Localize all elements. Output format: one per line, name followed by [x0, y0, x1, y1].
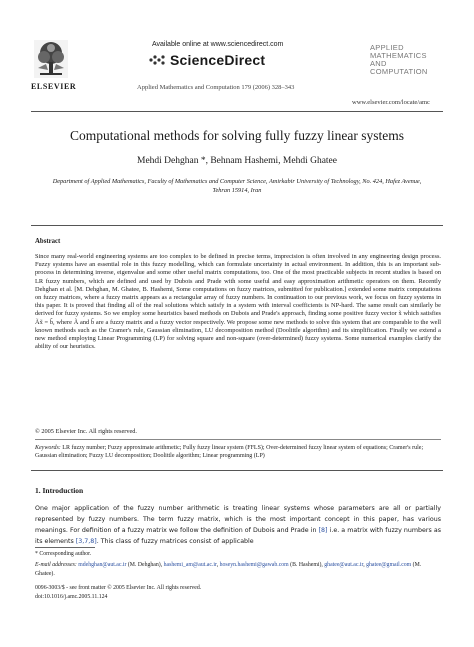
- citation-link[interactable]: [3,7,8]: [75, 538, 97, 545]
- intro-text: . This class of fuzzy matrices consist of applicable: [96, 538, 254, 545]
- journal-url-link[interactable]: www.elsevier.com/locate/amc: [352, 99, 430, 106]
- journal-logo-line: AND: [370, 59, 387, 68]
- author-affiliation: Department of Applied Mathematics, Faculty of Mathematics and Computer Science, Amirkabir University of Technology, No. 424, Hafez Avenue, Tehran 15914, Iran: [52, 178, 422, 194]
- email-addresses: [35, 561, 441, 579]
- abstract-body: Since many real-world engineering systems are too complex to be defined in precise terms, imprecision is often involved in any engineering design process. Fuzzy systems have an essential role in this fuzzy modelling, which can formulate uncertainty in actual environment. In addition, this is an important sub-process in determining inverse, eigenvalue and some other useful matrix computations, too. One of the most practicable subjects in recent studies is based on LR fuzzy numbers, which are defined and used by Dubois and Prade with some useful and easy approximation arithmetic operators on them. Recently Dehghan et al. [M. Dehghan, M. Ghatee, B. Hashemi, Some computations on fuzzy matrices, submitted for publication.] extended some matrix computations on fuzzy matrices, where a fuzzy matrix appears as a rectangular array of fuzzy numbers. In continuation to our previous work, we focus on fuzzy systems in this paper. It is proved that finding all of the real solutions which satisfy in a system with interval coefficients is NP-hard. The same result can similarly be derived for fuzzy systems. So we employ some heuristics based methods on Dubois and Prade's approach, finding some positive fuzzy vector x̃ which satisfies Ãx̃ = b̃, where Ã and b̃ are a fuzzy matrix and a fuzzy vector respectively. We propose some new methods to solve this system that are comparable to the well known methods such as the Cramer's rule, Gaussian elimination, LU decomposition method (Doolittle algorithm) and its simplification. Finally we extend a new method employing Linear Programming (LP) for solving square and non-square (over-determined) fuzzy systems. Some numerical examples clarify the ability of our heuristics.: [35, 253, 441, 351]
- email-link[interactable]: mdehghan@aut.ac.ir: [78, 562, 127, 568]
- footnote-divider: [35, 547, 95, 548]
- abstract-heading: Abstract: [35, 238, 61, 245]
- keywords-block: [35, 444, 441, 460]
- email-link[interactable]: ghatee@aut.ac.ir: [324, 562, 364, 568]
- email-separator: ,: [216, 562, 220, 568]
- paper-title: Computational methods for solving fully fuzzy linear systems: [69, 128, 405, 143]
- corresponding-author-note: * Corresponding author.: [35, 551, 92, 557]
- email-owner: (M. Dehghan),: [126, 562, 164, 568]
- email-owner: (M. Ghatee).: [35, 562, 422, 577]
- introduction-paragraph: [35, 503, 441, 547]
- sciencedirect-mark-icon: [148, 53, 166, 67]
- sciencedirect-logo: [148, 52, 265, 68]
- elsevier-tree-logo-icon: [34, 40, 68, 78]
- sciencedirect-wordmark: ScienceDirect: [170, 52, 266, 68]
- paper-authors: Mehdi Dehghan *, Behnam Hashemi, Mehdi Ghatee: [137, 156, 337, 166]
- keywords-divider: [35, 439, 441, 440]
- body-divider: [31, 470, 443, 471]
- email-separator: ,: [363, 562, 367, 568]
- email-owner: (B. Hashemi),: [288, 562, 325, 568]
- journal-logo-line: MATHEMATICS: [370, 51, 427, 60]
- abstract-divider: [31, 225, 443, 226]
- keywords-label: Keywords:: [35, 445, 61, 451]
- header-divider: [31, 111, 443, 112]
- journal-citation: Applied Mathematics and Computation 179 (2006) 328–343: [137, 84, 295, 91]
- journal-logo: [370, 44, 442, 76]
- intro-text: i.e. a matrix with fuzzy numbers as its elements: [35, 527, 441, 545]
- doi-line[interactable]: doi:10.1016/j.amc.2005.11.124: [35, 594, 108, 600]
- publisher-name: ELSEVIER: [31, 82, 77, 91]
- journal-logo-line: APPLIED: [370, 43, 404, 52]
- front-matter-line: 0096-3003/$ - see front matter © 2005 Elsevier Inc. All rights reserved.: [35, 585, 202, 591]
- copyright-notice: © 2005 Elsevier Inc. All rights reserved.: [35, 428, 138, 435]
- availability-line[interactable]: Available online at www.sciencedirect.com: [152, 41, 284, 48]
- email-link[interactable]: hoseyn.hashemi@gawab.com: [219, 562, 289, 568]
- email-link[interactable]: hashemi_am@aut.ac.ir: [163, 562, 217, 568]
- section-heading-introduction: 1. Introduction: [35, 486, 84, 495]
- email-link[interactable]: ghatee@gmail.com: [366, 562, 412, 568]
- journal-logo-line: COMPUTATION: [370, 67, 428, 76]
- citation-link[interactable]: [8]: [318, 527, 328, 534]
- keywords-list: LR fuzzy number; Fuzzy approximate arithmetic; Fully fuzzy linear system (FFLS); Over-determined fuzzy linear system of equations; Cramer's rule; Gaussian elimination; Fuzzy LU decomposition; Doolittle algorithm; Linear programming (LP): [35, 445, 424, 459]
- intro-text: One major application of the fuzzy number arithmetic is treating linear systems whose parameters are all or partially represented by fuzzy numbers. The term fuzzy matrix, which is the most important concept in this paper, has various meanings. For definition of a fuzzy matrix we follow the definition of Dubois and Prade in: [35, 505, 441, 534]
- email-label: E-mail addresses:: [35, 562, 77, 568]
